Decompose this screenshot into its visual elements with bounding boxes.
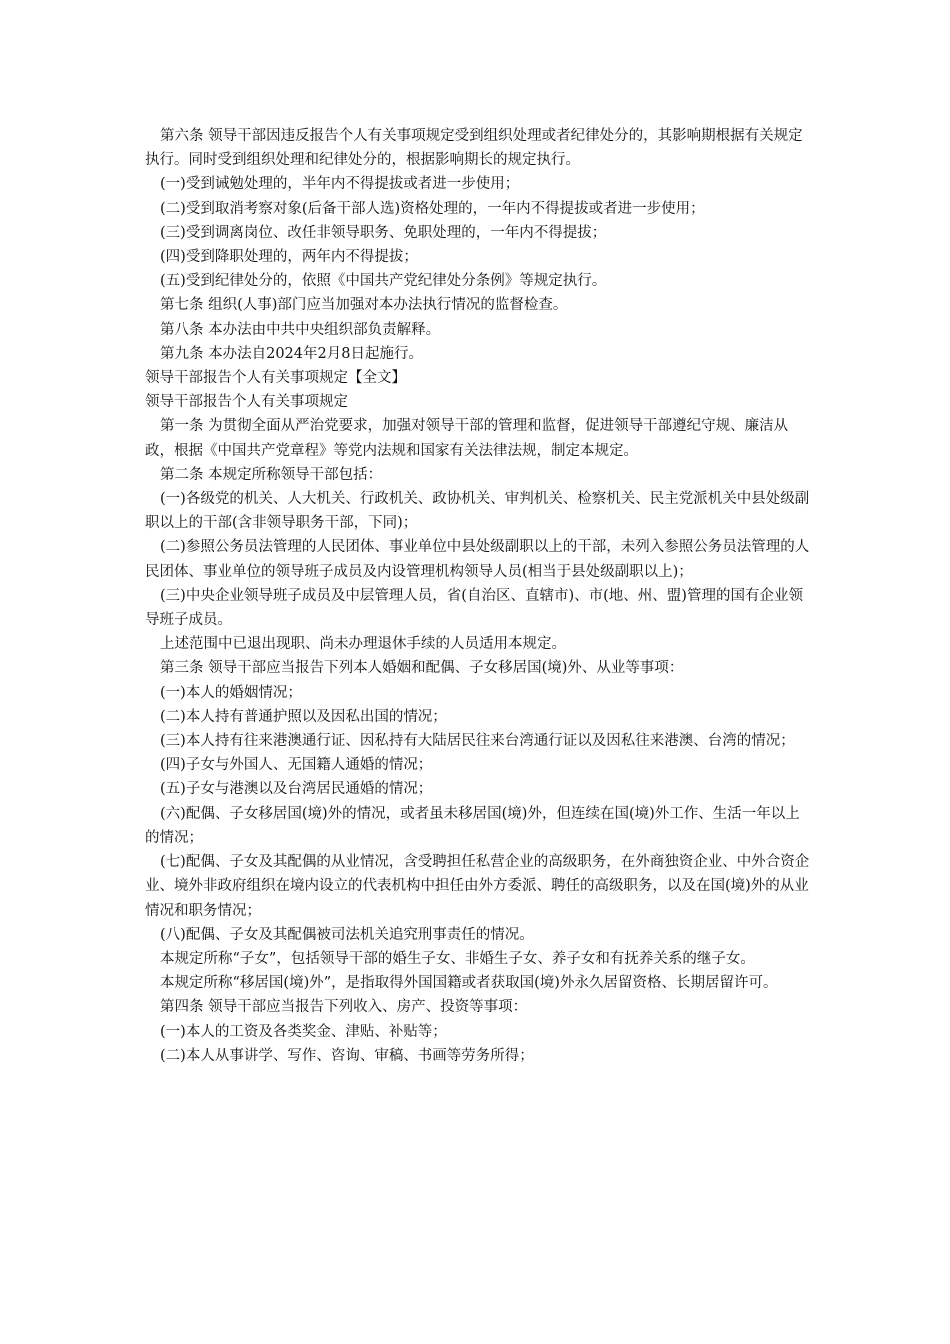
section-heading: 领导干部报告个人有关事项规定【全文】 bbox=[145, 370, 406, 387]
document-title: 领导干部报告个人有关事项规定 bbox=[145, 394, 348, 411]
rule-article-2-item-1: (一)各级党的机关、人大机关、行政机关、政协机关、审判机关、检察机关、民主党派机关中县处级副职以上的干部(含非领导职务干部，下同)； bbox=[145, 491, 810, 532]
rule-article-3-item-7: (七)配偶、子女及其配偶的从业情况，含受聘担任私营企业的高级职务，在外商独资企业、中外合资企业、境外非政府组织在境内设立的代表机构中担任由外方委派、聘任的高级职务，以及在国(境)外的从业情况和职务情况； bbox=[145, 854, 810, 919]
document-body bbox=[145, 124, 810, 1068]
definition-emigration: 本规定所称“移居国(境)外”，是指取得外国国籍或者获取国(境)外永久居留资格、长期居留许可。 bbox=[160, 975, 778, 992]
rule-article-3-item-1: (一)本人的婚姻情况； bbox=[160, 684, 302, 701]
rule-article-2-item-3: (三)中央企业领导班子成员及中层管理人员，省(自治区、直辖市)、市(地、州、盟)管理的国有企业领导班子成员。 bbox=[145, 587, 803, 629]
rule-article-1: 第一条 为贯彻全面从严治党要求，加强对领导干部的管理和监督，促进领导干部遵纪守规、廉洁从政，根据《中国共产党章程》等党内法规和国家有关法律法规，制定本规定。 bbox=[145, 418, 789, 459]
article-7: 第七条 组织(人事)部门应当加强对本办法执行情况的监督检查。 bbox=[160, 297, 568, 314]
article-6-item-5: (五)受到纪律处分的，依照《中国共产党纪律处分条例》等规定执行。 bbox=[160, 273, 607, 290]
rule-article-3-item-4: (四)子女与外国人、无国籍人通婚的情况； bbox=[160, 757, 433, 774]
rule-article-3-item-5: (五)子女与港澳以及台湾居民通婚的情况； bbox=[160, 781, 433, 798]
article-6: 第六条 领导干部因违反报告个人有关事项规定受到组织处理或者纪律处分的，其影响期根据有关规定执行。同时受到组织处理和纪律处分的，根据影响期长的规定执行。 bbox=[145, 128, 803, 169]
definition-children: 本规定所称“子女”，包括领导干部的婚生子女、非婚生子女、养子女和有抚养关系的继子女。 bbox=[160, 950, 755, 967]
rule-article-3-item-6: (六)配偶、子女移居国(境)外的情况，或者虽未移居国(境)外，但连续在国(境)外工作、生活一年以上的情况； bbox=[145, 805, 800, 846]
rule-article-2-note: 上述范围中已退出现职、尚未办理退休手续的人员适用本规定。 bbox=[160, 636, 566, 653]
article-6-item-2: (二)受到取消考察对象(后备干部人选)资格处理的，一年内不得提拔或者进一步使用； bbox=[160, 200, 705, 217]
rule-article-4-item-1: (一)本人的工资及各类奖金、津贴、补贴等； bbox=[160, 1023, 447, 1040]
article-8: 第八条 本办法由中共中央组织部负责解释。 bbox=[160, 321, 441, 338]
article-6-item-1: (一)受到诫勉处理的，半年内不得提拔或者进一步使用； bbox=[160, 176, 520, 193]
rule-article-4-item-2: (二)本人从事讲学、写作、咨询、审稿、书画等劳务所得； bbox=[160, 1047, 534, 1064]
article-6-item-3: (三)受到调离岗位、改任非领导职务、免职处理的，一年内不得提拔； bbox=[160, 224, 607, 241]
rule-article-2: 第二条 本规定所称领导干部包括： bbox=[160, 466, 383, 483]
article-9: 第九条 本办法自2024年2月8日起施行。 bbox=[160, 345, 423, 362]
rule-article-4: 第四条 领导干部应当报告下列收入、房产、投资等事项： bbox=[160, 999, 528, 1016]
rule-article-2-item-2: (二)参照公务员法管理的人民团体、事业单位中县处级副职以上的干部，未列入参照公务员法管理的人民团体、事业单位的领导班子成员及内设管理机构领导人员(相当于县处级副职以上)； bbox=[145, 539, 810, 580]
rule-article-3-item-8: (八)配偶、子女及其配偶被司法机关追究刑事责任的情况。 bbox=[160, 926, 534, 943]
rule-article-3: 第三条 领导干部应当报告下列本人婚姻和配偶、子女移居国(境)外、从业等事项： bbox=[160, 660, 684, 677]
rule-article-3-item-2: (二)本人持有普通护照以及因私出国的情况； bbox=[160, 708, 447, 725]
rule-article-3-item-3: (三)本人持有往来港澳通行证、因私持有大陆居民往来台湾通行证以及因私往来港澳、台湾的情况； bbox=[160, 733, 795, 750]
article-6-item-4: (四)受到降职处理的，两年内不得提拔； bbox=[160, 249, 418, 266]
